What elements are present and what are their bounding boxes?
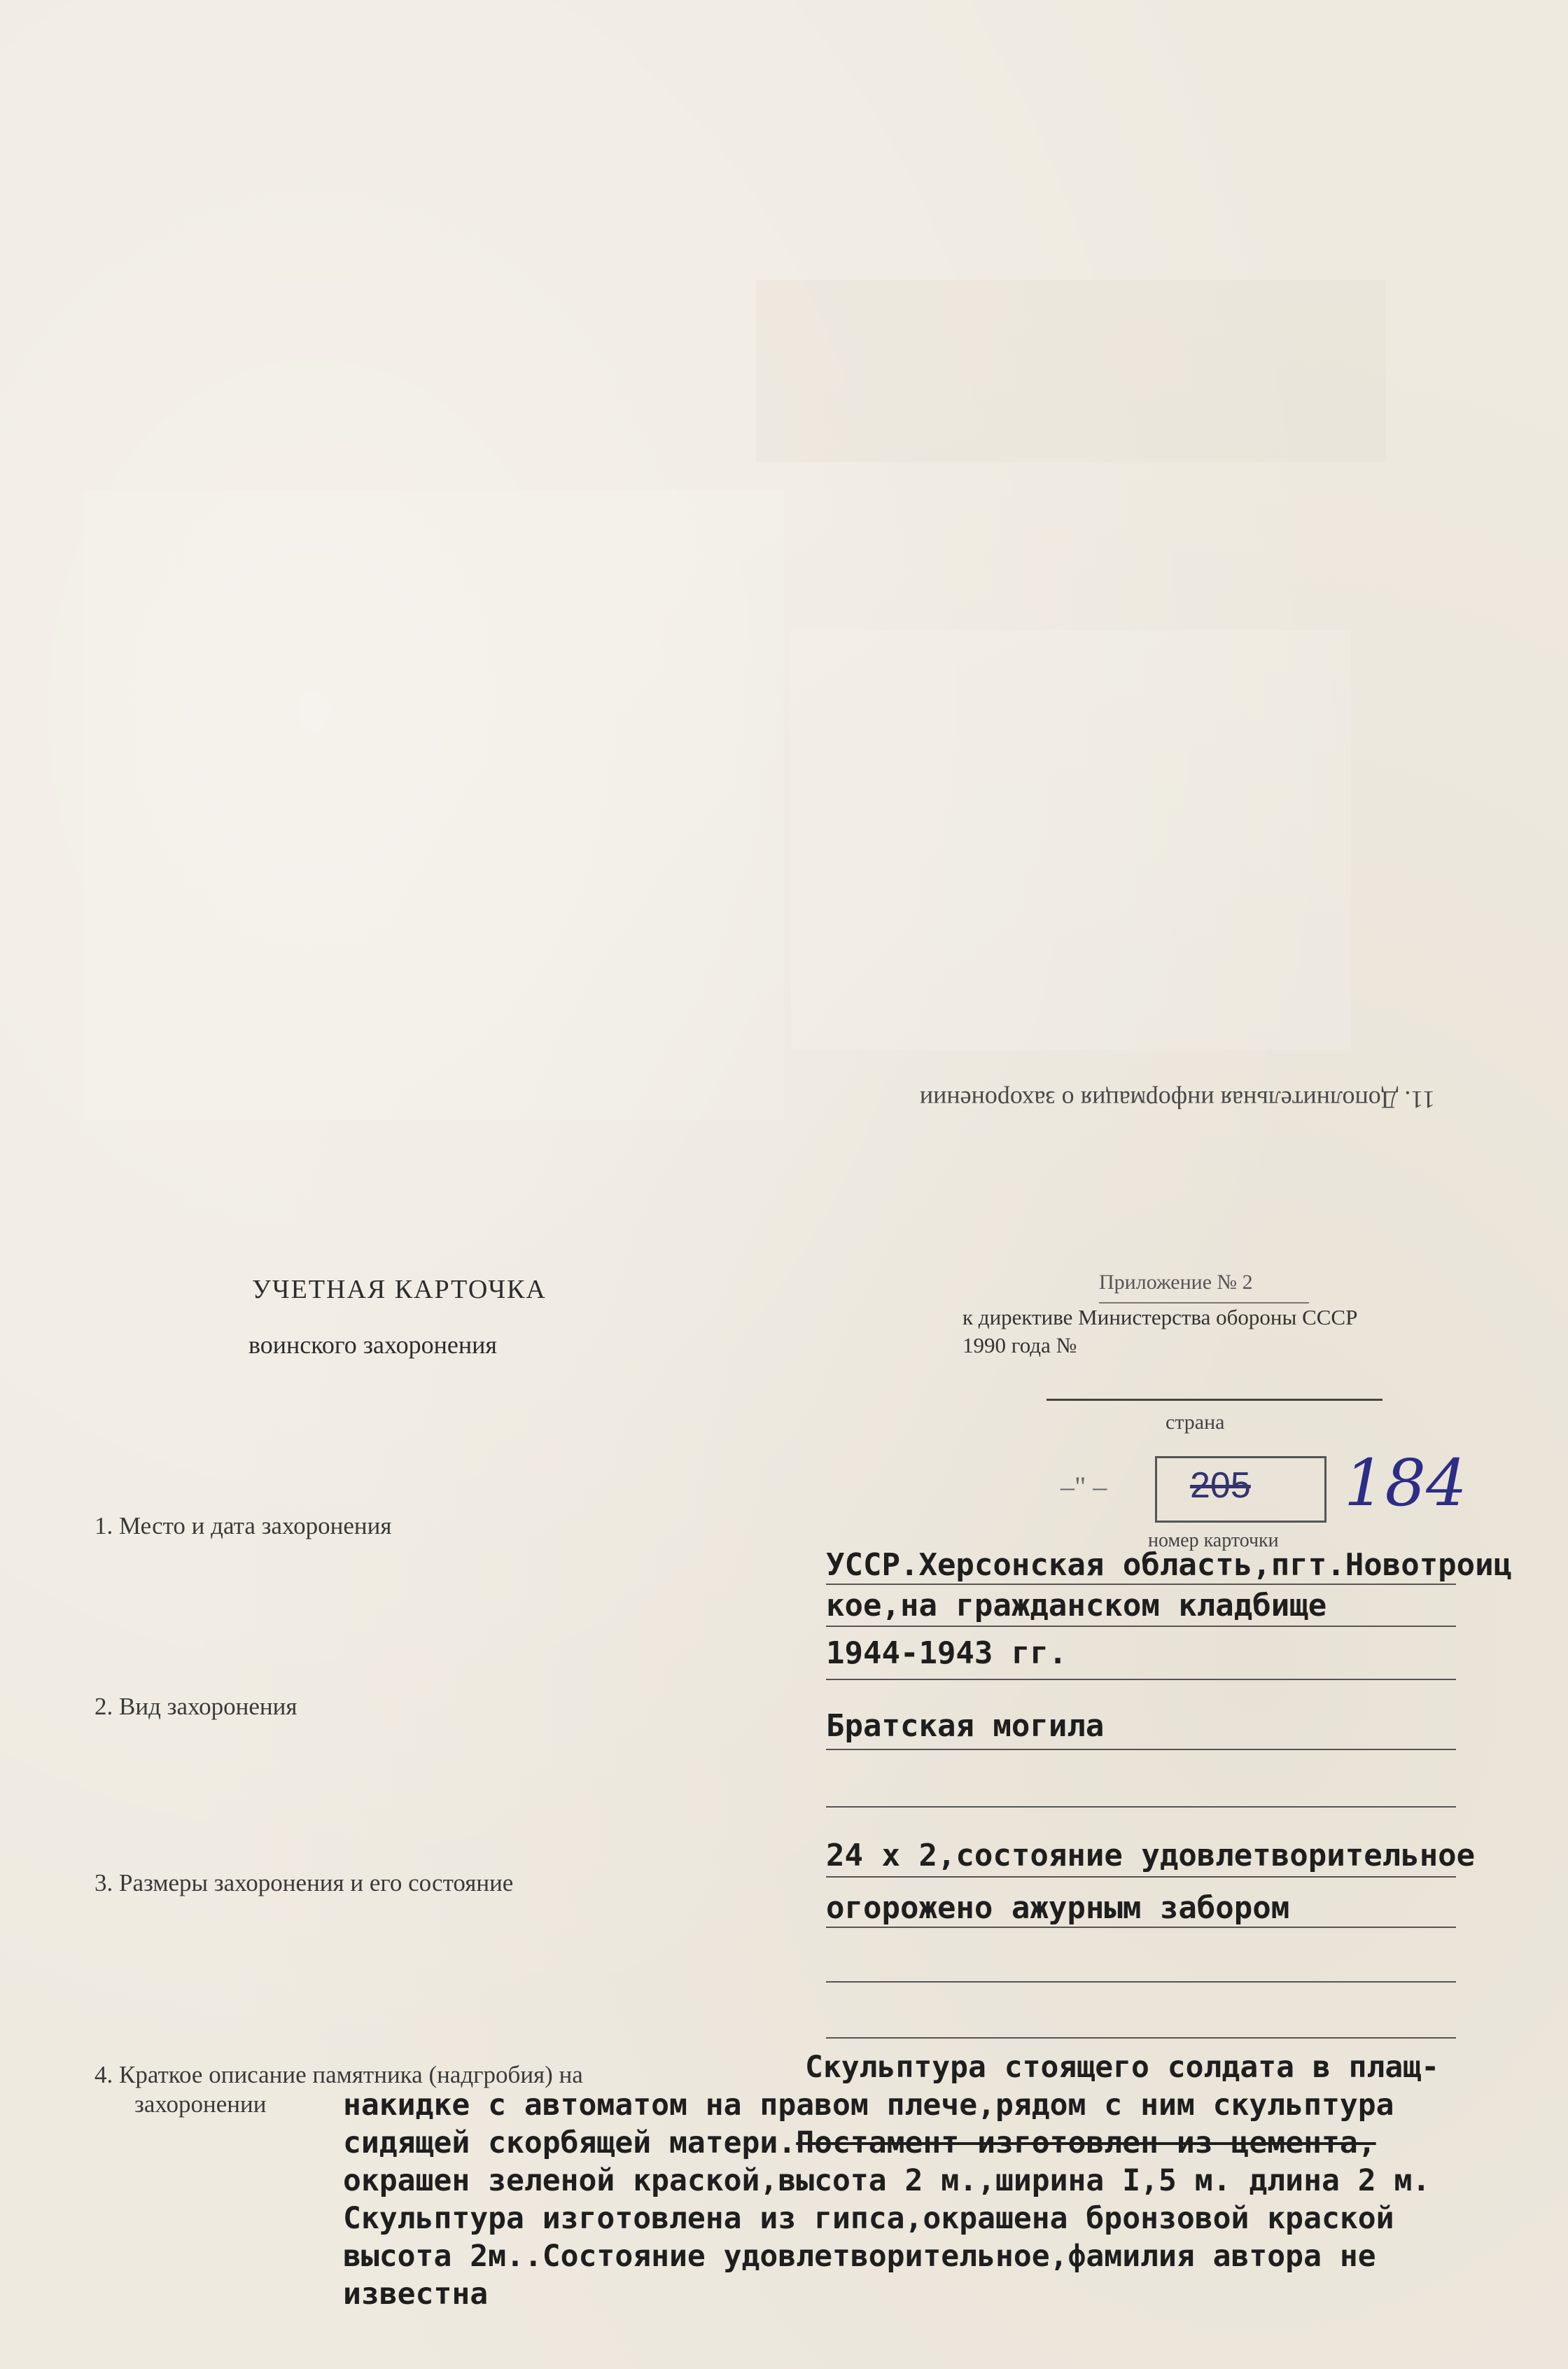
field-line bbox=[826, 1981, 1456, 1983]
card-number-handwritten: 184 bbox=[1344, 1446, 1467, 1521]
field-line bbox=[826, 1584, 1456, 1585]
field-3-label: 3. Размеры захоронения и его состояние bbox=[94, 1869, 514, 1896]
bleed-through-mark bbox=[756, 280, 1386, 462]
field-1-value-line-3: 1944-1943 гг. bbox=[826, 1635, 1068, 1671]
field-4-value-line-5: Скульптура изготовлена из гипса,окрашена бронзовой краской bbox=[343, 2201, 1394, 2236]
field-4-value-struck: Постамент изготовлен из цемента, bbox=[796, 2125, 1376, 2160]
field-line bbox=[826, 2037, 1456, 2039]
field-4-value-line-4: окрашен зеленой краской,высота 2 м.,ширина I,5 м. длина 2 м. bbox=[343, 2163, 1431, 2198]
card-title: УЧЕТНАЯ КАРТОЧКА bbox=[252, 1275, 547, 1304]
field-line bbox=[826, 1679, 1456, 1680]
field-line bbox=[826, 1806, 1456, 1808]
field-4-label-continued: захоронении bbox=[134, 2090, 267, 2118]
card-number-struck: 205 bbox=[1190, 1465, 1251, 1506]
country-underline bbox=[1046, 1399, 1382, 1401]
field-line bbox=[826, 1749, 1456, 1750]
field-4-value-line-7: известна bbox=[343, 2277, 489, 2312]
field-1-label: 1. Место и дата захоронения bbox=[94, 1512, 392, 1539]
field-4-value-line-1: Скульптура стоящего солдата в плащ- bbox=[805, 2050, 1440, 2085]
bleed-through-mark bbox=[84, 490, 784, 1120]
country-label: страна bbox=[1166, 1411, 1225, 1434]
card-subtitle: воинского захоронения bbox=[248, 1331, 497, 1359]
mirrored-heading: 11. Дополнительная информация о захоронении bbox=[919, 1086, 1435, 1114]
field-4-value-line-2: накидке с автоматом на правом плече,рядом с ним скульптура bbox=[343, 2088, 1394, 2123]
field-1-value-line-1: УССР.Херсонская область,пгт.Новотроиц bbox=[826, 1547, 1513, 1583]
directive-line: к директиве Министерства обороны СССР bbox=[962, 1305, 1358, 1329]
card-number-label: номер карточки bbox=[1148, 1530, 1279, 1551]
appendix-label: Приложение № 2 bbox=[1099, 1271, 1253, 1294]
field-2-label: 2. Вид захоронения bbox=[94, 1693, 298, 1720]
bleed-through-mark bbox=[791, 630, 1351, 1050]
field-4-value-line-3 bbox=[343, 2125, 1376, 2160]
field-2-value: Братская могила bbox=[826, 1708, 1105, 1744]
field-1-value-line-2: кое,на гражданском кладбище bbox=[826, 1588, 1327, 1623]
field-4-value-line-3-part: сидящей скорбящей матери. bbox=[343, 2125, 797, 2160]
field-4-value-line-6: высота 2м..Состояние удовлетворительное,фамилия автора не bbox=[343, 2239, 1376, 2274]
field-4-label: 4. Краткое описание памятника (надгробия) на bbox=[94, 2061, 583, 2088]
field-line bbox=[826, 1927, 1456, 1928]
field-3-value-line-1: 24 х 2,состояние удовлетворительное bbox=[826, 1838, 1476, 1873]
field-line bbox=[826, 1626, 1456, 1627]
field-line bbox=[826, 1876, 1456, 1878]
directive-year-line: 1990 года № bbox=[962, 1333, 1077, 1357]
field-3-value-line-2: огорожено ажурным забором bbox=[826, 1890, 1290, 1926]
directive-reference bbox=[962, 1304, 1357, 1360]
quote-dash-mark: –" – bbox=[1060, 1471, 1107, 1502]
